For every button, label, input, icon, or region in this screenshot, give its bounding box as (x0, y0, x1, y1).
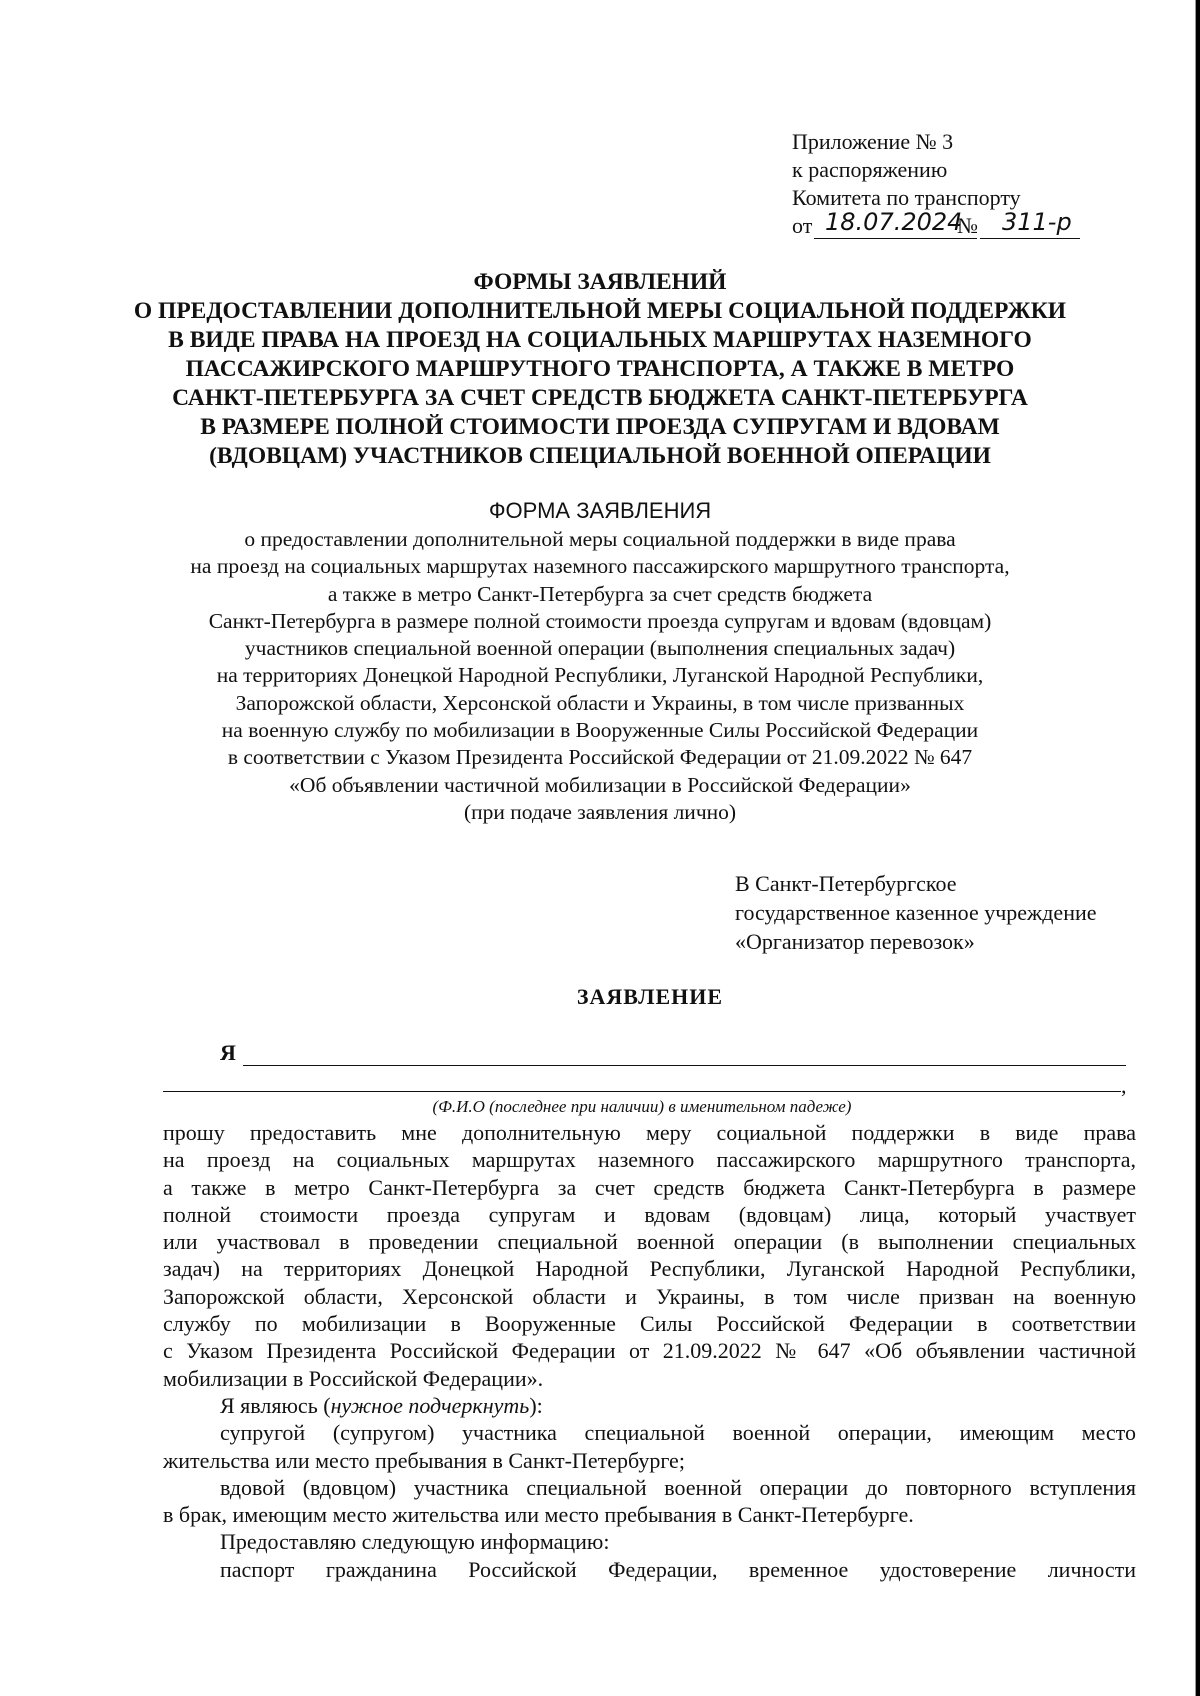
fio-fill-line-2[interactable] (163, 1091, 1121, 1092)
form-description (130, 526, 1070, 826)
body-line-last: мобилизации в Российской Федерации». (163, 1365, 544, 1391)
number-underline (980, 238, 1080, 239)
option-spouse-line-2[interactable]: жительства или место пребывания в Санкт-Петербурге; (163, 1447, 685, 1473)
i-am-suffix: ): (529, 1392, 543, 1418)
main-title-line: ПАССАЖИРСКОГО МАРШРУТНОГО ТРАНСПОРТА, А ТАКЖЕ В МЕТРО (185, 356, 1015, 382)
scan-border (1196, 0, 1200, 1696)
option-spouse-line-1[interactable]: супругой (супругом) участника специальной военной операции, имеющим место (220, 1420, 1136, 1446)
statement-body (163, 1119, 1136, 1583)
form-description-line: о предоставлении дополнительной меры социальной поддержки в виде права (244, 527, 956, 551)
addressee-block (735, 869, 1135, 956)
body-line: на проезд на социальных маршрутах наземного пассажирского маршрутного транспорта, (163, 1147, 1136, 1173)
body-line: а также в метро Санкт-Петербурга за счет средств бюджета Санкт-Петербурга в размере (163, 1174, 1136, 1200)
body-line: задач) на территориях Донецкой Народной Республики, Луганской Народной Республики, (163, 1256, 1136, 1282)
i-am-italic: нужное подчеркнуть (330, 1392, 530, 1418)
form-description-line: «Об объявлении частичной мобилизации в Российской Федерации» (289, 772, 911, 797)
statement-title: ЗАЯВЛЕНИЕ (576, 984, 724, 1009)
passport-line: паспорт гражданина Российской Федерации, временное удостоверение личности (220, 1556, 1136, 1582)
main-title-line: В РАЗМЕРЕ ПОЛНОЙ СТОИМОСТИ ПРОЕЗДА СУПРУГАМ И ВДОВАМ (200, 414, 1000, 440)
addressee-line: «Организатор перевозок» (735, 929, 975, 954)
body-line: Запорожской области, Херсонской области и Украины, в том числе призван на военную (163, 1283, 1136, 1309)
main-title-line: ФОРМЫ ЗАЯВЛЕНИЙ (473, 269, 727, 295)
body-line: прошу предоставить мне дополнительную меру социальной поддержки в виде права (163, 1120, 1136, 1145)
main-title-line: В ВИДЕ ПРАВА НА ПРОЕЗД НА СОЦИАЛЬНЫХ МАРШРУТАХ НАЗЕМНОГО (168, 327, 1032, 353)
handwritten-number: 311-р (1002, 208, 1072, 236)
appendix-reference (792, 128, 1122, 242)
option-widow-line-1[interactable]: вдовой (вдовцом) участника специальной военной операции до повторного вступления (220, 1474, 1136, 1500)
body-line: или участвовал в проведении специальной военной операции (в выполнении специальных (163, 1229, 1136, 1255)
form-description-line: Запорожской области, Херсонской области и Украины, в том числе призванных (235, 690, 965, 715)
appendix-date-number-line (792, 208, 1122, 242)
form-description-line: участников специальной военной операции (выполнения специальных задач) (244, 636, 956, 661)
date-underline (814, 238, 977, 239)
handwritten-date: 18.07.2024 (825, 208, 963, 236)
fio-comma: , (1121, 1073, 1127, 1098)
form-description-line: на военную службу по мобилизации в Вооруженные Силы Российской Федерации (221, 718, 979, 743)
form-description-line: в соответствии с Указом Президента Российской Федерации от 21.09.2022 № 647 (227, 745, 973, 770)
addressee-line: государственное казенное учреждение (735, 900, 1097, 925)
form-description-line: а также в метро Санкт-Петербурга за счет средств бюджета (327, 581, 873, 606)
main-title-line: О ПРЕДОСТАВЛЕНИИ ДОПОЛНИТЕЛЬНОЙ МЕРЫ СОЦИАЛЬНОЙ ПОДДЕРЖКИ (133, 298, 1067, 324)
i-am-prefix: Я являюсь ( (220, 1392, 331, 1418)
body-line: полной стоимости проезда супругам и вдовам (вдовцам) лица, который участвует (163, 1201, 1136, 1227)
appendix-order-label: к распоряжению (792, 157, 948, 182)
option-widow-line-2[interactable]: в брак, имеющим место жительства или место пребывания в Санкт-Петербурге. (163, 1502, 914, 1528)
addressee-line: В Санкт-Петербургское (735, 871, 957, 896)
form-description-line: (при подаче заявления лично) (463, 799, 737, 824)
form-description-line: Санкт-Петербурга в размере полной стоимости проезда супругам и вдовам (вдовцам) (208, 608, 992, 633)
main-title-line: САНКТ-ПЕТЕРБУРГА ЗА СЧЕТ СРЕДСТВ БЮДЖЕТА САНКТ-ПЕТЕРБУРГА (172, 385, 1028, 411)
form-title: ФОРМА ЗАЯВЛЕНИЯ (488, 498, 712, 523)
appendix-number: Приложение № 3 (792, 129, 954, 154)
i-am-line (163, 1392, 1136, 1419)
main-title-line: (ВДОВЦАМ) УЧАСТНИКОВ СПЕЦИАЛЬНОЙ ВОЕННОЙ ОПЕРАЦИИ (209, 443, 991, 469)
main-title (130, 268, 1070, 471)
fio-caption: (Ф.И.О (последнее при наличии) в именительном падеже) (432, 1097, 852, 1116)
body-line: службу по мобилизации в Вооруженные Силы Российской Федерации в соответствии (163, 1311, 1136, 1337)
appendix-committee: Комитета по транспорту (792, 185, 1021, 210)
provide-info-line: Предоставляю следующую информацию: (220, 1529, 610, 1555)
number-label: № (957, 213, 978, 238)
form-description-line: на территориях Донецкой Народной Республики, Луганской Народной Республики, (216, 663, 984, 688)
date-label: от (792, 213, 813, 238)
body-line: с Указом Президента Российской Федерации от 21.09.2022 № 647 «Об объявлении частичной (163, 1338, 1136, 1364)
form-description-line: на проезд на социальных маршрутах наземного пассажирского маршрутного транспорта, (190, 554, 1010, 579)
fio-fill-line-1[interactable] (243, 1065, 1126, 1066)
applicant-ya-label: Я (220, 1040, 236, 1065)
